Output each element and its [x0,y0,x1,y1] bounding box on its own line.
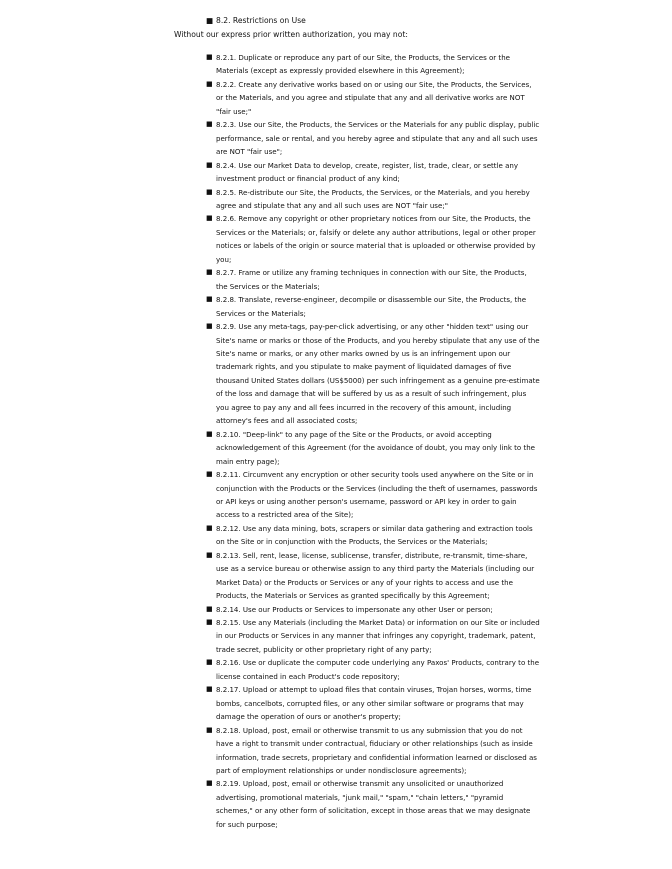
bullet-icon: ■ [206,79,213,88]
list-item [206,212,540,266]
bullet-icon: ■ [206,523,213,532]
bullet-icon: ■ [206,295,213,304]
list-item-text: 8.2.9. Use any meta-tags, pay-per-click advertising, or any other "hidden text" using our Site's name or marks or those of the Products, and you hereby stipulate that any use of the Site's name or marks, or any other marks owned by us is an infringement upon our trademark rights, and you stipulate to make payment of liquidated damages of five thousand United States dollars (US$5000) per such infringement as a genuine pre-estimate of the loss and damage that will be suffered by us as a result of such infringement, plus you agree to pay any and all fees incurred in the recovery of this amount, including attorney's fees and all associated costs; [216,322,540,426]
list-item [206,468,540,522]
list-item-text: 8.2.8. Translate, reverse-engineer, decompile or disassemble our Site, the Products, the Services or the Materials; [216,295,527,318]
list-item-text: 8.2.7. Frame or utilize any framing techniques in connection with our Site, the Products, the Services or the Materials; [216,268,527,291]
list-item [206,724,540,778]
list-item [206,549,540,603]
list-item [206,616,540,656]
list-item [206,603,540,616]
list-item [206,656,540,683]
list-item [206,320,540,428]
intro-paragraph: Without our express prior written authorization, you may not: [174,30,408,39]
list-item-text: 8.2.19. Upload, post, email or otherwise transmit any unsolicited or unauthorized advertising, promotional materials, "junk mail," "spam," "chain letters," "pyramid schemes," or any other form of solicitation, except in those areas that we may designate for such purpose; [216,779,531,829]
bullet-icon: ■ [206,779,213,788]
bullet-icon: ■ [206,16,214,25]
bullet-icon: ■ [206,268,213,277]
list-item [206,186,540,213]
list-item-text: 8.2.6. Remove any copyright or other proprietary notices from our Site, the Products, the Services or the Materials; or, falsify or delete any author attributions, legal or other proper notices or labels of the origin or source material that is uploaded or otherwise provided by you; [216,214,536,264]
list-item [206,78,540,118]
bullet-icon: ■ [206,658,213,667]
bullet-icon: ■ [206,322,213,331]
bullet-icon: ■ [206,604,213,613]
list-item-text: 8.2.2. Create any derivative works based on or using our Site, the Products, the Services, or the Materials, and you agree and stipulate that any and all derivative works are NOT "fair use;" [216,79,532,116]
restrictions-list [206,51,540,831]
list-item [206,51,540,78]
section-heading-text: 8.2. Restrictions on Use [216,16,306,25]
bullet-icon: ■ [206,214,213,223]
list-item [206,683,540,723]
list-item-text: 8.2.4. Use our Market Data to develop, create, register, list, trade, clear, or settle any investment product or financial product of any kind; [216,160,519,184]
list-item-text: 8.2.13. Sell, rent, lease, license, sublicense, transfer, distribute, re-transmit, time-share, use as a service bureau or otherwise assign to any third party the Materials (including our Market Data) or the Products or Services or any of your rights to access and use the Products, the Materials or Services as granted specifically by this Agreement; [216,550,535,601]
bullet-icon: ■ [206,187,213,196]
bullet-icon: ■ [206,120,213,129]
bullet-icon: ■ [206,550,213,559]
list-item [206,266,540,293]
list-item-text: 8.2.17. Upload or attempt to upload files that contain viruses, Trojan horses, worms, time bombs, cancelbots, corrupted files, or any other similar software or programs that may damage the operation of ours or another's property; [216,685,532,722]
list-item-text: 8.2.5. Re-distribute our Site, the Products, the Services, or the Materials, and you hereby agree and stipulate that any and all such uses are NOT "fair use;" [216,187,530,210]
list-item-text: 8.2.3. Use our Site, the Products, the Services or the Materials for any public display, public performance, sale or rental, and you hereby agree and stipulate that any and all such uses are NOT "fair use"; [216,120,540,157]
list-item-text: 8.2.18. Upload, post, email or otherwise transmit to us any submission that you do not have a right to transmit under contractual, fiduciary or other relationships (such as inside information, trade secrets, proprietary and confidential information learned or disclosed as part of employment relationships or under nondisclosure agreements); [216,725,537,776]
list-item-text: 8.2.14. Use our Products or Services to impersonate any other User or person; [216,604,493,614]
list-item-text: 8.2.1. Duplicate or reproduce any part of our Site, the Products, the Services or the Materials (except as expressly provided elsewhere in this Agreement); [216,53,510,76]
list-item [206,293,540,320]
bullet-icon: ■ [206,429,213,438]
bullet-icon: ■ [206,618,213,627]
list-item-text: 8.2.10. "Deep-link" to any page of the Site or the Products, or avoid accepting acknowledgement of this Agreement (for the avoidance of doubt, you may only link to the main entry page); [216,429,536,466]
list-item-text: 8.2.11. Circumvent any encryption or other security tools used anywhere on the Site or in conjunction with the Products or the Services (including the theft of usernames, passwords or API keys or using another person's username, password or API key in order to gain access to a restricted area of the Site); [216,470,538,520]
bullet-icon: ■ [206,160,213,169]
bullet-icon: ■ [206,470,213,479]
bullet-icon: ■ [206,725,213,734]
list-item [206,159,540,186]
list-item-text: 8.2.12. Use any data mining, bots, scrapers or similar data gathering and extraction tools on the Site or in conjunction with the Products, the Services or the Materials; [216,523,533,547]
list-item [206,428,540,468]
bullet-icon: ■ [206,685,213,694]
list-item-text: 8.2.16. Use or duplicate the computer code underlying any Paxos' Products, contrary to the license contained in each Product's code repository; [216,658,540,681]
list-item [206,777,540,831]
list-item [206,118,540,158]
list-item [206,522,540,549]
list-item-text: 8.2.15. Use any Materials (including the Market Data) or information on our Site or included in our Products or Services in any manner that infringes any copyright, trademark, patent, trade secret, publicity or other proprietary right of any party; [216,618,540,654]
bullet-icon: ■ [206,53,213,61]
